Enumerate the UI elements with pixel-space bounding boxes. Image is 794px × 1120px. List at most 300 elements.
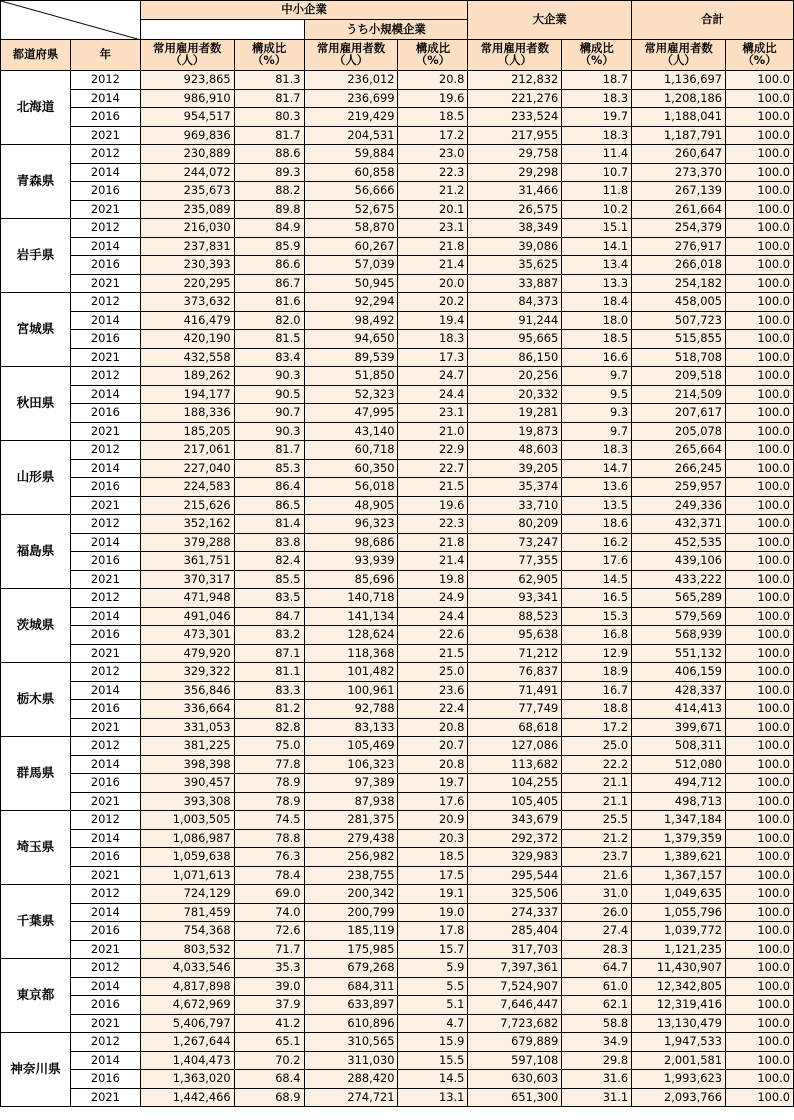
value-cell: 84.9 [234,219,304,238]
value-cell: 85.3 [234,459,304,478]
year-cell: 2016 [70,996,140,1015]
table-row [1,903,794,922]
table-row [1,848,794,867]
header-total-employees [632,40,726,71]
year-cell: 2021 [70,792,140,811]
value-cell: 100.0 [726,940,794,959]
value-cell: 100.0 [726,774,794,793]
year-cell: 2021 [70,1014,140,1033]
value-cell: 85.9 [234,237,304,256]
table-row [1,1033,794,1052]
table-row [1,274,794,293]
table-row [1,922,794,941]
value-cell: 100.0 [726,108,794,127]
value-cell: 13.3 [562,274,632,293]
year-cell: 2021 [70,126,140,145]
value-cell: 200,799 [304,903,398,922]
value-cell: 18.3 [562,441,632,460]
table-row [1,441,794,460]
value-cell: 91,244 [468,311,562,330]
value-cell: 34.9 [562,1033,632,1052]
value-cell: 597,108 [468,1051,562,1070]
value-cell: 100.0 [726,866,794,885]
value-cell: 1,442,466 [140,1088,234,1107]
value-cell: 62,905 [468,570,562,589]
value-cell: 19.6 [398,496,468,515]
year-cell: 2012 [70,737,140,756]
value-cell: 10.7 [562,163,632,182]
value-cell: 100.0 [726,200,794,219]
value-cell: 29.8 [562,1051,632,1070]
value-cell: 100,961 [304,681,398,700]
value-cell: 21.8 [398,533,468,552]
value-cell: 23.1 [398,219,468,238]
value-cell: 100.0 [726,496,794,515]
value-cell: 1,404,473 [140,1051,234,1070]
value-cell: 104,255 [468,774,562,793]
value-cell: 81.4 [234,515,304,534]
value-cell: 100.0 [726,737,794,756]
table-row [1,200,794,219]
header-sme-employees [140,40,234,71]
year-cell: 2021 [70,348,140,367]
value-cell: 17.6 [562,552,632,571]
value-cell: 565,289 [632,589,726,608]
value-cell: 100.0 [726,256,794,275]
value-cell: 207,617 [632,404,726,423]
value-cell: 188,336 [140,404,234,423]
value-cell: 100.0 [726,311,794,330]
value-cell: 259,957 [632,478,726,497]
value-cell: 633,897 [304,996,398,1015]
value-cell: 51,850 [304,367,398,386]
year-cell: 2016 [70,404,140,423]
year-cell: 2016 [70,774,140,793]
value-cell: 100.0 [726,681,794,700]
table-row [1,422,794,441]
value-cell: 60,718 [304,441,398,460]
value-cell: 260,647 [632,145,726,164]
value-cell: 1,055,796 [632,903,726,922]
value-cell: 217,955 [468,126,562,145]
value-cell: 22.2 [562,755,632,774]
value-cell: 88,523 [468,607,562,626]
year-cell: 2014 [70,163,140,182]
value-cell: 19,873 [468,422,562,441]
value-cell: 21.4 [398,256,468,275]
value-cell: 21.5 [398,644,468,663]
table-row [1,1070,794,1089]
value-cell: 310,565 [304,1033,398,1052]
value-cell: 31.0 [562,885,632,904]
value-cell: 19.0 [398,903,468,922]
value-cell: 100.0 [726,811,794,830]
value-cell: 491,046 [140,607,234,626]
value-cell: 249,336 [632,496,726,515]
year-cell: 2021 [70,940,140,959]
prefecture-name: 埼玉県 [1,811,71,885]
value-cell: 90.7 [234,404,304,423]
value-cell: 684,311 [304,977,398,996]
value-cell: 92,788 [304,700,398,719]
header-small-employees [304,40,398,71]
value-cell: 87.1 [234,644,304,663]
value-cell: 18.8 [562,700,632,719]
value-cell: 35,374 [468,478,562,497]
year-cell: 2014 [70,89,140,108]
value-cell: 18.7 [562,71,632,90]
table-body [1,71,794,1107]
value-cell: 215,626 [140,496,234,515]
table-row [1,108,794,127]
table-row [1,163,794,182]
year-cell: 2016 [70,478,140,497]
table-row [1,219,794,238]
value-cell: 9.7 [562,367,632,386]
value-cell: 64.7 [562,959,632,978]
value-cell: 100.0 [726,922,794,941]
value-cell: 236,699 [304,89,398,108]
value-cell: 1,059,638 [140,848,234,867]
prefecture-name: 北海道 [1,71,71,145]
year-cell: 2021 [70,570,140,589]
value-cell: 100.0 [726,552,794,571]
value-cell: 15.5 [398,1051,468,1070]
value-cell: 78.4 [234,866,304,885]
value-cell: 100.0 [726,533,794,552]
value-cell: 100.0 [726,1014,794,1033]
value-cell: 568,939 [632,626,726,645]
value-cell: 83.2 [234,626,304,645]
value-cell: 235,673 [140,182,234,201]
year-cell: 2012 [70,515,140,534]
header-sme: 中小企業 [140,1,468,20]
value-cell: 100.0 [726,718,794,737]
value-cell: 14.5 [562,570,632,589]
value-cell: 94,650 [304,330,398,349]
value-cell: 62.1 [562,996,632,1015]
value-cell: 21.1 [562,774,632,793]
value-cell: 630,603 [468,1070,562,1089]
value-cell: 390,457 [140,774,234,793]
value-cell: 82.0 [234,311,304,330]
value-cell: 78.8 [234,829,304,848]
value-cell: 100.0 [726,89,794,108]
value-cell: 185,205 [140,422,234,441]
value-cell: 35.3 [234,959,304,978]
value-cell: 205,078 [632,422,726,441]
value-cell: 17.5 [398,866,468,885]
table-row [1,311,794,330]
value-cell: 100.0 [726,1051,794,1070]
value-cell: 100.0 [726,626,794,645]
value-cell: 361,751 [140,552,234,571]
table-row [1,1014,794,1033]
value-cell: 1,947,533 [632,1033,726,1052]
value-cell: 18.6 [562,515,632,534]
value-cell: 610,896 [304,1014,398,1033]
value-cell: 194,177 [140,385,234,404]
value-cell: 77,355 [468,552,562,571]
value-cell: 18.5 [398,108,468,127]
value-cell: 679,268 [304,959,398,978]
value-cell: 100.0 [726,885,794,904]
table-row [1,829,794,848]
value-cell: 68.4 [234,1070,304,1089]
label-people: （人） [497,53,532,67]
value-cell: 416,479 [140,311,234,330]
header-large: 大企業 [468,1,632,40]
header-sme-ratio [234,40,304,71]
value-cell: 256,982 [304,848,398,867]
value-cell: 100.0 [726,1070,794,1089]
label-ratio: 構成比 [415,41,450,56]
value-cell: 58,870 [304,219,398,238]
value-cell: 74.0 [234,903,304,922]
value-cell: 18.3 [398,330,468,349]
value-cell: 47,995 [304,404,398,423]
value-cell: 100.0 [726,959,794,978]
value-cell: 100.0 [726,385,794,404]
prefecture-name: 福島県 [1,515,71,589]
value-cell: 38,349 [468,219,562,238]
value-cell: 77.8 [234,755,304,774]
value-cell: 105,405 [468,792,562,811]
value-cell: 458,005 [632,293,726,312]
value-cell: 106,323 [304,755,398,774]
value-cell: 507,723 [632,311,726,330]
value-cell: 189,262 [140,367,234,386]
value-cell: 261,664 [632,200,726,219]
value-cell: 19.7 [398,774,468,793]
year-cell: 2014 [70,977,140,996]
year-cell: 2012 [70,589,140,608]
value-cell: 1,071,613 [140,866,234,885]
value-cell: 18.5 [398,848,468,867]
year-cell: 2021 [70,200,140,219]
year-cell: 2016 [70,330,140,349]
value-cell: 100.0 [726,903,794,922]
value-cell: 19.4 [398,311,468,330]
value-cell: 80.3 [234,108,304,127]
value-cell: 95,638 [468,626,562,645]
value-cell: 1,049,635 [632,885,726,904]
value-cell: 17.3 [398,348,468,367]
value-cell: 254,182 [632,274,726,293]
value-cell: 105,469 [304,737,398,756]
value-cell: 83.5 [234,589,304,608]
value-cell: 20.7 [398,737,468,756]
value-cell: 379,288 [140,533,234,552]
value-cell: 25.0 [398,663,468,682]
year-cell: 2012 [70,145,140,164]
value-cell: 26.0 [562,903,632,922]
label-ratio: 構成比 [742,41,777,56]
value-cell: 1,208,186 [632,89,726,108]
value-cell: 22.9 [398,441,468,460]
value-cell: 12,342,805 [632,977,726,996]
prefecture-name: 秋田県 [1,367,71,441]
value-cell: 84.7 [234,607,304,626]
value-cell: 724,129 [140,885,234,904]
value-cell: 118,368 [304,644,398,663]
table-row [1,885,794,904]
value-cell: 954,517 [140,108,234,127]
value-cell: 273,370 [632,163,726,182]
value-cell: 50,945 [304,274,398,293]
value-cell: 60,350 [304,459,398,478]
value-cell: 83.8 [234,533,304,552]
value-cell: 41.2 [234,1014,304,1033]
value-cell: 498,713 [632,792,726,811]
value-cell: 21.8 [398,237,468,256]
value-cell: 781,459 [140,903,234,922]
value-cell: 1,347,184 [632,811,726,830]
value-cell: 100.0 [726,700,794,719]
value-cell: 100.0 [726,330,794,349]
value-cell: 14.5 [398,1070,468,1089]
value-cell: 141,134 [304,607,398,626]
header-total: 合計 [632,1,794,40]
year-cell: 2014 [70,385,140,404]
value-cell: 60,858 [304,163,398,182]
value-cell: 92,294 [304,293,398,312]
value-cell: 209,518 [632,367,726,386]
table-row [1,866,794,885]
value-cell: 343,679 [468,811,562,830]
year-cell: 2016 [70,922,140,941]
value-cell: 175,985 [304,940,398,959]
value-cell: 518,708 [632,348,726,367]
value-cell: 267,139 [632,182,726,201]
value-cell: 127,086 [468,737,562,756]
value-cell: 439,106 [632,552,726,571]
value-cell: 266,245 [632,459,726,478]
value-cell: 2,001,581 [632,1051,726,1070]
value-cell: 24.4 [398,385,468,404]
value-cell: 26,575 [468,200,562,219]
value-cell: 16.2 [562,533,632,552]
value-cell: 1,367,157 [632,866,726,885]
value-cell: 219,429 [304,108,398,127]
value-cell: 69.0 [234,885,304,904]
value-cell: 5.9 [398,959,468,978]
value-cell: 20.8 [398,718,468,737]
value-cell: 37.9 [234,996,304,1015]
value-cell: 266,018 [632,256,726,275]
year-cell: 2014 [70,311,140,330]
value-cell: 19.6 [398,89,468,108]
header-total-ratio [726,40,794,71]
value-cell: 285,404 [468,922,562,941]
value-cell: 1,136,697 [632,71,726,90]
value-cell: 19,281 [468,404,562,423]
value-cell: 265,664 [632,441,726,460]
header-large-employees [468,40,562,71]
value-cell: 18.4 [562,293,632,312]
value-cell: 14.1 [562,237,632,256]
year-cell: 2012 [70,219,140,238]
value-cell: 58.8 [562,1014,632,1033]
value-cell: 100.0 [726,404,794,423]
value-cell: 432,371 [632,515,726,534]
value-cell: 393,308 [140,792,234,811]
value-cell: 100.0 [726,848,794,867]
value-cell: 59,884 [304,145,398,164]
value-cell: 4,672,969 [140,996,234,1015]
value-cell: 100.0 [726,977,794,996]
table-row [1,792,794,811]
value-cell: 80,209 [468,515,562,534]
value-cell: 356,846 [140,681,234,700]
value-cell: 56,018 [304,478,398,497]
value-cell: 21.6 [562,866,632,885]
value-cell: 10.2 [562,200,632,219]
value-cell: 31,466 [468,182,562,201]
value-cell: 29,758 [468,145,562,164]
value-cell: 100.0 [726,459,794,478]
value-cell: 244,072 [140,163,234,182]
prefecture-name: 岩手県 [1,219,71,293]
prefecture-name: 群馬県 [1,737,71,811]
table-row [1,182,794,201]
value-cell: 13.1 [398,1088,468,1107]
value-cell: 317,703 [468,940,562,959]
year-cell: 2016 [70,626,140,645]
header-prefecture: 都道府県 [1,40,71,71]
value-cell: 204,531 [304,126,398,145]
value-cell: 86.5 [234,496,304,515]
year-cell: 2012 [70,885,140,904]
value-cell: 19.7 [562,108,632,127]
value-cell: 52,675 [304,200,398,219]
prefecture-name: 山形県 [1,441,71,515]
value-cell: 68,618 [468,718,562,737]
value-cell: 311,030 [304,1051,398,1070]
label-percent: （%） [579,53,614,67]
label-employees: 常用雇用者数 [644,41,713,56]
value-cell: 292,372 [468,829,562,848]
value-cell: 236,012 [304,71,398,90]
value-cell: 227,040 [140,459,234,478]
value-cell: 57,039 [304,256,398,275]
value-cell: 93,939 [304,552,398,571]
value-cell: 370,317 [140,570,234,589]
value-cell: 100.0 [726,570,794,589]
table-row [1,385,794,404]
value-cell: 25.0 [562,737,632,756]
value-cell: 100.0 [726,422,794,441]
value-cell: 2,093,766 [632,1088,726,1107]
value-cell: 579,569 [632,607,726,626]
table-row [1,71,794,90]
year-cell: 2012 [70,1033,140,1052]
value-cell: 5.1 [398,996,468,1015]
prefecture-name: 茨城県 [1,589,71,663]
year-cell: 2016 [70,108,140,127]
year-cell: 2016 [70,256,140,275]
value-cell: 14.7 [562,459,632,478]
value-cell: 216,030 [140,219,234,238]
value-cell: 83.4 [234,348,304,367]
value-cell: 24.7 [398,367,468,386]
year-cell: 2021 [70,274,140,293]
header-year: 年 [70,40,140,71]
value-cell: 90.3 [234,422,304,441]
value-cell: 233,524 [468,108,562,127]
value-cell: 100.0 [726,219,794,238]
table-row [1,533,794,552]
